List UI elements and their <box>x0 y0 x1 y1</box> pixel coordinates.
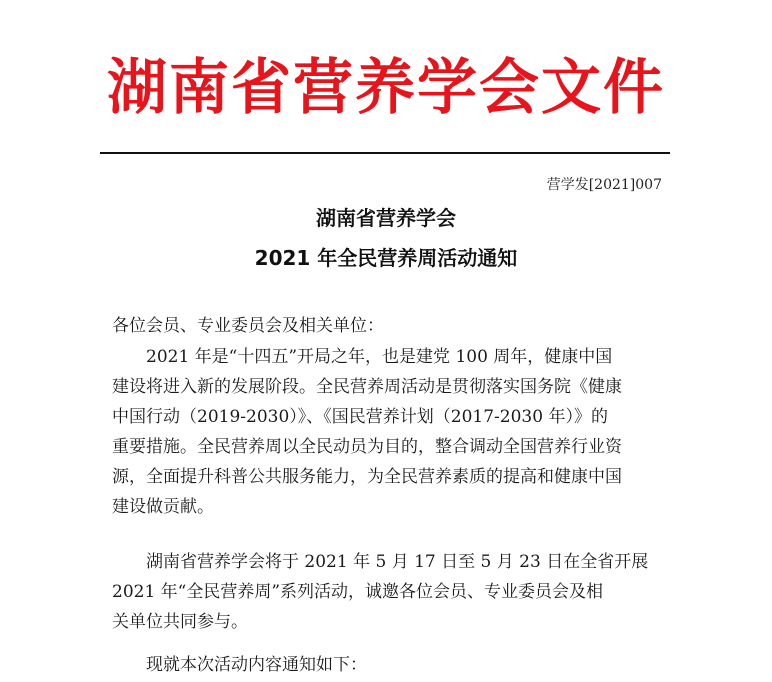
org-title: 湖南省营养学会文件 <box>107 53 665 123</box>
header-divider <box>100 152 670 154</box>
paragraph-line: 建设做贡献。 <box>112 497 214 517</box>
paragraph-line: 关单位共同参与。 <box>112 612 248 632</box>
document-number: 营学发[2021]007 <box>546 177 662 193</box>
paragraph-line: 2021 年“全民营养周”系列活动，诚邀各位会员、专业委员会及相 <box>112 582 604 602</box>
paragraph-line: 源，全面提升科普公共服务能力，为全民营养素质的提高和健康中国 <box>112 467 622 487</box>
paragraph-line: 2021 年是“十四五”开局之年，也是建党 100 周年，健康中国 <box>146 347 613 367</box>
paragraph-lead-in <box>112 650 667 680</box>
paragraph-line: 现就本次活动内容通知如下： <box>146 655 367 675</box>
notice-heading-title: 2021 年全民营养周活动通知 <box>254 246 518 270</box>
paragraph-event <box>112 547 667 637</box>
notice-heading-org: 湖南省营养学会 <box>316 206 456 230</box>
paragraph-intro <box>112 342 667 522</box>
paragraph-line: 重要措施。全民营养周以全民动员为目的，整合调动全国营养行业资 <box>112 437 622 457</box>
salutation: 各位会员、专业委员会及相关单位： <box>112 316 384 336</box>
paragraph-line: 湖南省营养学会将于 2021 年 5 月 17 日至 5 月 23 日在全省开展 <box>146 552 649 572</box>
paragraph-line: 建设将进入新的发展阶段。全民营养周活动是贯彻落实国务院《健康 <box>112 377 622 397</box>
paragraph-line: 中国行动（2019-2030）》、《国民营养计划（2017-2030 年）》的 <box>112 407 608 427</box>
